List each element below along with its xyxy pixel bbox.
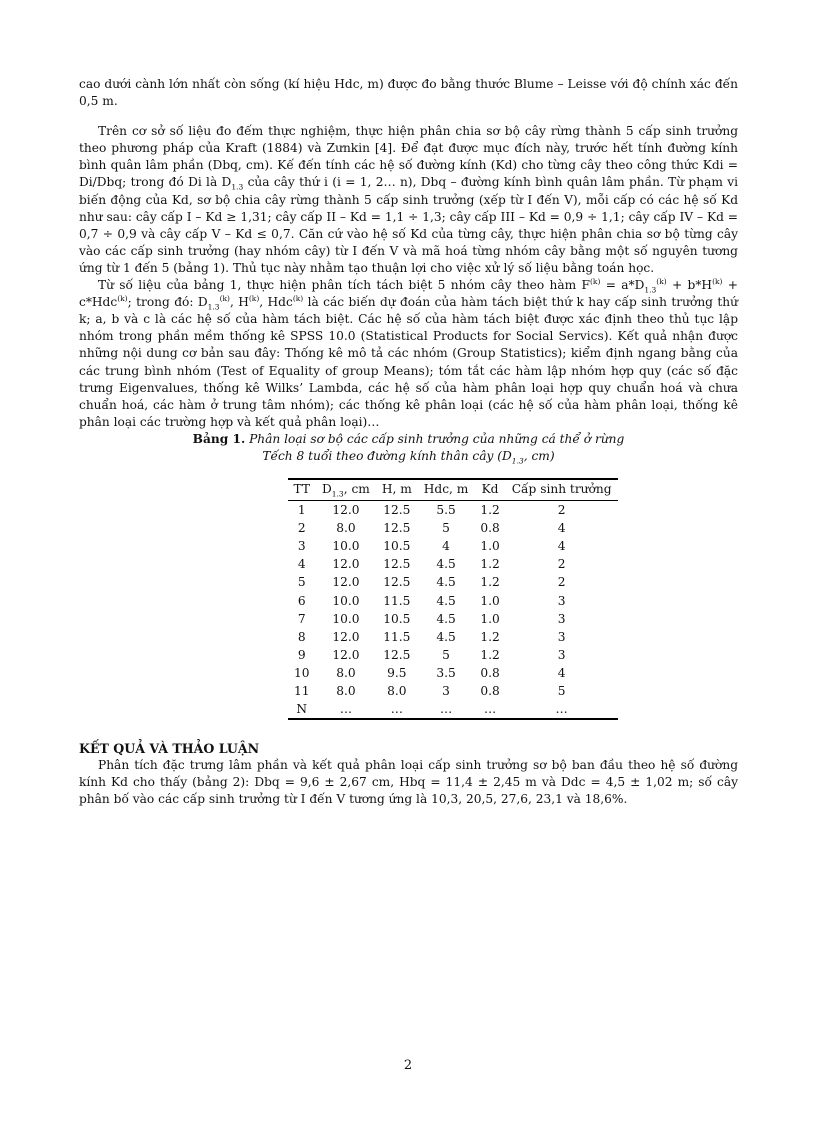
text-span: là các biến dự đoán của hàm tách biệt thứ k hay cấp sinh trưởng thứ k; a, b và c là các hệ số của hàm tách biệt. Các hệ số của hàm tách biệt được xác định theo thủ tục lập nhóm trong phần mềm thống kê SPSS 10.0 (Statistical Products for Social Servics). Kết quả nhận được những nội dung cơ bản sau đây: Thống kê mô tả các nhóm (Group Statistics); kiểm định ngang bằng của các trung bình nhóm (Test of Equality of group Means); tóm tắt các hàm lập nhóm hợp quy (các số đặc trưng Eigenvalues, thống kê Wilks’ Lambda, các hệ số của hàm phân loại hợp quy chuẩn hoá và chưa chuẩn hoá, các hàm ở trung tâm nhóm); các thống kê phân loại (các hệ số của hàm phân loại, thống kê phân loại các trường hợp và kết quả phân loại)…: [79, 295, 738, 429]
table-cell: 8.0: [336, 665, 356, 680]
table-cell: 3: [297, 539, 306, 554]
table-cell: 5.5: [436, 503, 456, 518]
text-span: = a*D: [600, 278, 645, 293]
table-cell: 2: [297, 521, 306, 536]
superscript: (k): [712, 276, 723, 286]
table-row: [288, 646, 618, 664]
classification-table: [288, 478, 618, 720]
table-header-row: [288, 479, 618, 501]
table-caption-line2: [262, 448, 555, 466]
table-cell: 4: [557, 665, 566, 680]
text-span: của cây thứ i (i = 1, 2… n), Dbq – đường kính bình quân lâm phần. Từ phạm vi biến động của Kd, sơ bộ chia cây rừng thành 5 cấp sinh trưởng (xếp từ I đến V), mỗi cấp có các hệ số Kd như sau: cây cấp I – Kd ≥ 1,31; cây cấp II – Kd = 1,1 ÷ 1,3; cây cấp III – Kd = 0,9 ÷ 1,1; cây cấp IV – Kd = 0,7 ÷ 0,9 và cây cấp V – Kd ≤ 0,7. Căn cứ vào hệ số Kd của từng cây, thực hiện phân chia sơ bộ từng cây vào các cấp sinh trưởng (hay nhóm cây) từ I đến V và mã hoá từng nhóm cây bằng một số nguyên tương ứng từ 1 đến 5 (bảng 1). Thủ tục này nhằm tạo thuận lợi cho việc xử lý số liệu bằng toán học.: [79, 175, 738, 275]
text-span: + b*H: [666, 278, 713, 293]
table-cell: 1.2: [480, 647, 500, 662]
table-caption-line1: Phân loại sơ bộ các cấp sinh trưởng của những cá thể ở rừng: [245, 431, 625, 446]
table-cell: 4.5: [436, 575, 456, 590]
text-span: + c*Hdc: [79, 278, 738, 310]
document-page: [79, 76, 738, 808]
table-row: [288, 610, 618, 628]
table-cell: 12.0: [332, 503, 360, 518]
section-heading-results: KẾT QUẢ VÀ THẢO LUẬN: [79, 741, 260, 757]
text-span: Từ số liệu của bảng 1, thực hiện phân tích tách biệt 5 nhóm cây theo hàm F: [98, 278, 590, 293]
table-cell: 4.5: [436, 629, 456, 644]
table-cell: 4: [442, 539, 450, 554]
table-row: [288, 592, 618, 610]
table-cell: 2: [557, 503, 566, 518]
header-d13: [316, 479, 376, 501]
table-cell: 8.0: [336, 521, 356, 536]
table-cell: 9.5: [387, 665, 407, 680]
table-cell: 1.2: [480, 557, 500, 572]
table-cell: 4: [557, 539, 566, 554]
table-cell: 11.5: [383, 593, 411, 608]
table-cell: 12.0: [332, 647, 360, 662]
table-cell: 1.0: [480, 593, 500, 608]
table-cell: …: [418, 700, 475, 719]
table-cell: 3: [557, 593, 566, 608]
table-cell: 9: [297, 647, 306, 662]
table-cell: 8.0: [336, 684, 356, 698]
superscript: (k): [589, 276, 601, 286]
table-row: [288, 537, 618, 555]
header-hdc: Hdc, m: [418, 479, 475, 501]
table-cell: 4.5: [436, 611, 456, 626]
table-cell: 1.0: [480, 539, 500, 554]
text-span: ; trong đó: D: [127, 295, 208, 310]
table-cell: 5: [557, 684, 566, 698]
superscript: (k): [656, 276, 667, 286]
table-cell: 3: [442, 684, 450, 698]
table-cell: …: [474, 700, 505, 719]
table-row: [288, 555, 618, 573]
table-cell: 12.0: [332, 575, 360, 590]
table-cell: 5: [297, 575, 306, 590]
header-tt: TT: [288, 479, 316, 501]
table-cell: 12.5: [383, 521, 411, 536]
subscript: 1.3: [644, 285, 657, 295]
text-span: , H: [229, 295, 249, 310]
superscript: (k): [219, 294, 230, 304]
table-cell: 5: [442, 521, 450, 536]
table-cell: 5: [442, 647, 450, 662]
superscript: (k): [117, 294, 128, 304]
table-cell: 0.8: [480, 665, 500, 680]
table-cell: 1.0: [480, 611, 500, 626]
table-cell: 10.0: [332, 611, 360, 626]
table-row: [288, 573, 618, 591]
subscript: 1.3: [207, 302, 220, 312]
table-cell: 10.5: [383, 611, 411, 626]
table-row: [288, 519, 618, 537]
table-cell: 3: [557, 647, 566, 662]
table-cell: 12.0: [332, 629, 360, 644]
table-cell: …: [506, 700, 618, 719]
table-cell: 4: [557, 521, 566, 536]
subscript: 1.3: [511, 456, 524, 466]
table-cell: 1.2: [480, 629, 500, 644]
text-span: , cm: [343, 482, 370, 497]
text-span: Tếch 8 tuổi theo đường kính thân cây (D: [262, 448, 512, 463]
table-cell: 8: [297, 629, 306, 644]
header-h: H, m: [376, 479, 418, 501]
table-row: [288, 700, 618, 719]
table-cell: 3: [557, 611, 566, 626]
superscript: (k): [292, 294, 304, 304]
table-cell: 1.2: [480, 503, 500, 518]
table-row: [288, 664, 618, 682]
table-cell: 4.5: [436, 593, 456, 608]
table-row: [288, 628, 618, 646]
table-cell: 10: [293, 665, 310, 680]
text-span: D: [321, 482, 332, 497]
table-cell: …: [316, 700, 376, 719]
table-caption: [79, 431, 738, 465]
table-cell: 2: [557, 557, 566, 572]
table-cell: 3.5: [436, 665, 456, 680]
table-cell: 12.5: [383, 503, 411, 518]
subscript: 1.3: [231, 182, 244, 192]
table-caption-label: Bảng 1.: [192, 431, 246, 446]
table-cell: 3: [557, 629, 566, 644]
table-cell: 10.0: [332, 593, 360, 608]
table-cell: 1: [297, 503, 306, 518]
text-span: Trên cơ sở số liệu đo đếm thực nghiệm, thực hiện phân chia sơ bộ cây rừng thành 5 cấp sinh trưởng theo phương pháp của Kraft (1884) và Zưnkin [4]. Để đạt được mục đích này, trước hết tính đường kính bình quân lâm phần (Dbq, cm). Kế đến tính các hệ số đường kính (Kd) cho từng cây theo công thức Kdi = Di/Dbq; trong đó Di là D: [79, 124, 738, 190]
table-cell: 2: [557, 575, 566, 590]
text-span: , Hdc: [259, 295, 293, 310]
subscript: 1.3: [331, 489, 344, 499]
table-cell: N: [288, 700, 316, 719]
paragraph-results: Phân tích đặc trưng lâm phần và kết quả phân loại cấp sinh trưởng sơ bộ ban đầu theo hệ số đường kính Kd cho thấy (bảng 2): Dbq = 9,6 ± 2,67 cm, Hbq = 11,4 ± 2,45 m và Ddc = 4,5 ± 1,02 m; số cây phân bố vào các cấp sinh trưởng từ I đến V tương ứng là 10,3, 20,5, 27,6, 23,1 và 18,6%.: [79, 758, 738, 807]
table-cell: 10.0: [332, 539, 360, 554]
table-cell: 12.5: [383, 557, 411, 572]
table-cell: 8.0: [387, 684, 407, 698]
table-cell: 0.8: [480, 521, 500, 536]
table-row: [288, 501, 618, 520]
table-cell: 11.5: [383, 629, 411, 644]
table-cell: 4.5: [436, 557, 456, 572]
table-cell: 12.5: [383, 647, 411, 662]
table-cell: 12.0: [332, 557, 360, 572]
table-cell: …: [376, 700, 418, 719]
page-number: 2: [403, 1058, 413, 1073]
table-cell: 7: [297, 611, 306, 626]
table-cell: 10.5: [383, 539, 411, 554]
table-cell: 6: [297, 593, 306, 608]
paragraph-methods-classification: [79, 123, 738, 277]
table-cell: 0.8: [480, 684, 500, 698]
superscript: (k): [248, 294, 260, 304]
table-row: [288, 682, 618, 700]
table-cell: 4: [297, 557, 306, 572]
header-kd: Kd: [474, 479, 505, 501]
text-span: , cm): [523, 448, 555, 463]
table-cell: 12.5: [383, 575, 411, 590]
table-cell: 11: [293, 684, 310, 698]
table-cell: 1.2: [480, 575, 500, 590]
paragraph-discriminant-analysis: [79, 277, 738, 431]
paragraph-measurement-note: cao dưới cành lớn nhất còn sống (kí hiệu Hdc, m) được đo bằng thước Blume – Leisse với độ chính xác đến 0,5 m.: [79, 77, 738, 109]
header-growth-class: Cấp sinh trưởng: [506, 479, 618, 501]
